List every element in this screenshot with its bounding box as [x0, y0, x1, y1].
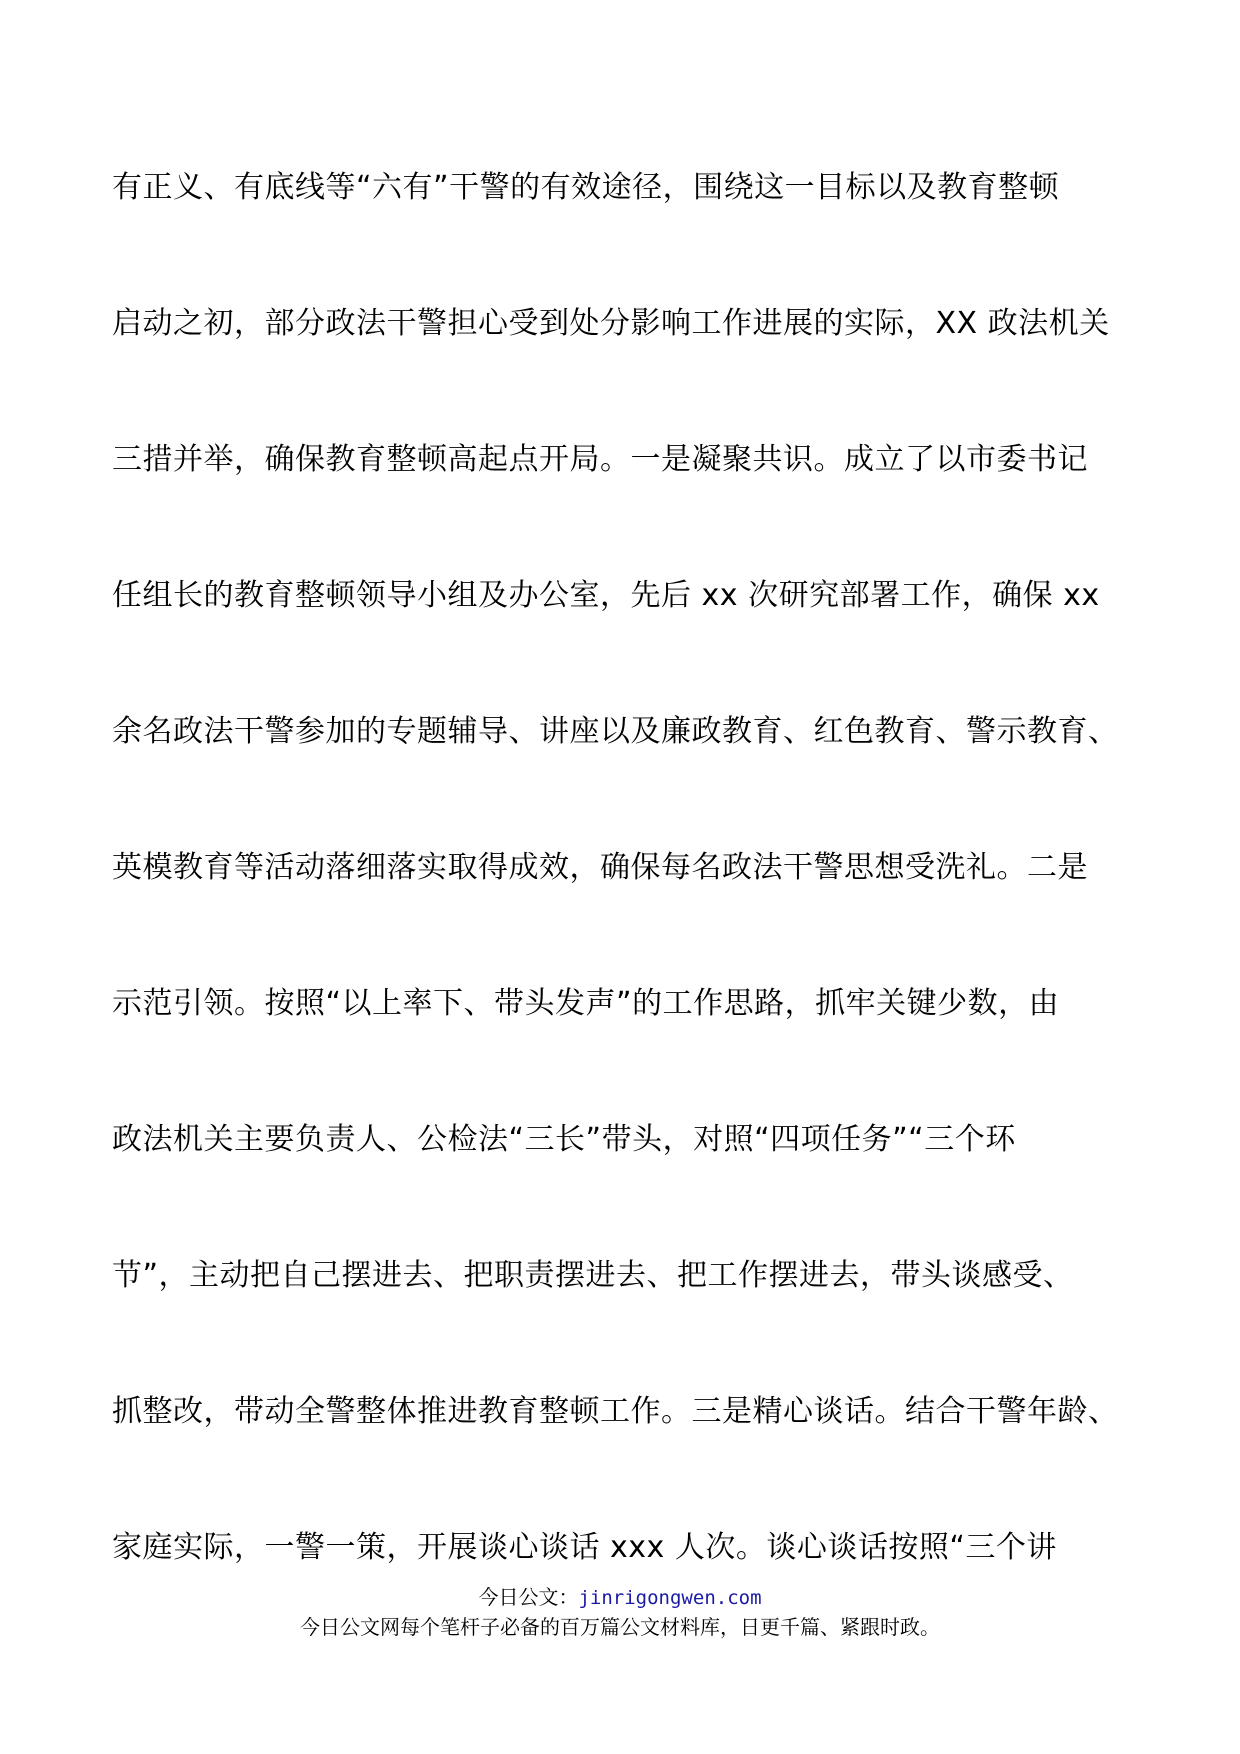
text-line-10: 抓整改，带动全警整体推进教育整顿工作。三是精心谈话。结合干警年龄、: [112, 1394, 1119, 1429]
text-line-5: 余名政法干警参加的专题辅导、讲座以及廉政教育、红色教育、警示教育、: [112, 714, 1119, 749]
text-line-11: 家庭实际，一警一策，开展谈心谈话 xxx 人次。谈心谈话按照“三个讲: [112, 1530, 1057, 1565]
text-line-6: 英模教育等活动落细落实取得成效，确保每名政法干警思想受洗礼。二是: [112, 850, 1088, 885]
text-line-1: 有正义、有底线等“六有”干警的有效途径，围绕这一目标以及教育整顿: [112, 170, 1060, 205]
text-line-4: 任组长的教育整顿领导小组及办公室，先后 xx 次研究部署工作，确保 xx: [112, 578, 1100, 613]
footer-tagline: 今日公文网每个笔杆子必备的百万篇公文材料库，日更千篇、紧跟时政。: [300, 1615, 940, 1639]
text-line-8: 政法机关主要负责人、公检法“三长”带头，对照“四项任务”“三个环: [112, 1122, 1016, 1157]
footer-source-label: 今日公文：: [478, 1585, 579, 1609]
footer-source: [0, 1584, 1240, 1611]
text-line-2: 启动之初，部分政法干警担心受到处分影响工作进展的实际，XX 政法机关: [112, 306, 1110, 341]
text-line-7: 示范引领。按照“以上率下、带头发声”的工作思路，抓牢关键少数，由: [112, 986, 1060, 1021]
text-line-9: 节”，主动把自己摆进去、把职责摆进去、把工作摆进去，带头谈感受、: [112, 1258, 1074, 1293]
body-text: [112, 158, 1132, 1654]
footer-url-link[interactable]: jinrigongwen.com: [578, 1587, 762, 1609]
text-line-3: 三措并举，确保教育整顿高起点开局。一是凝聚共识。成立了以市委书记: [112, 442, 1088, 477]
